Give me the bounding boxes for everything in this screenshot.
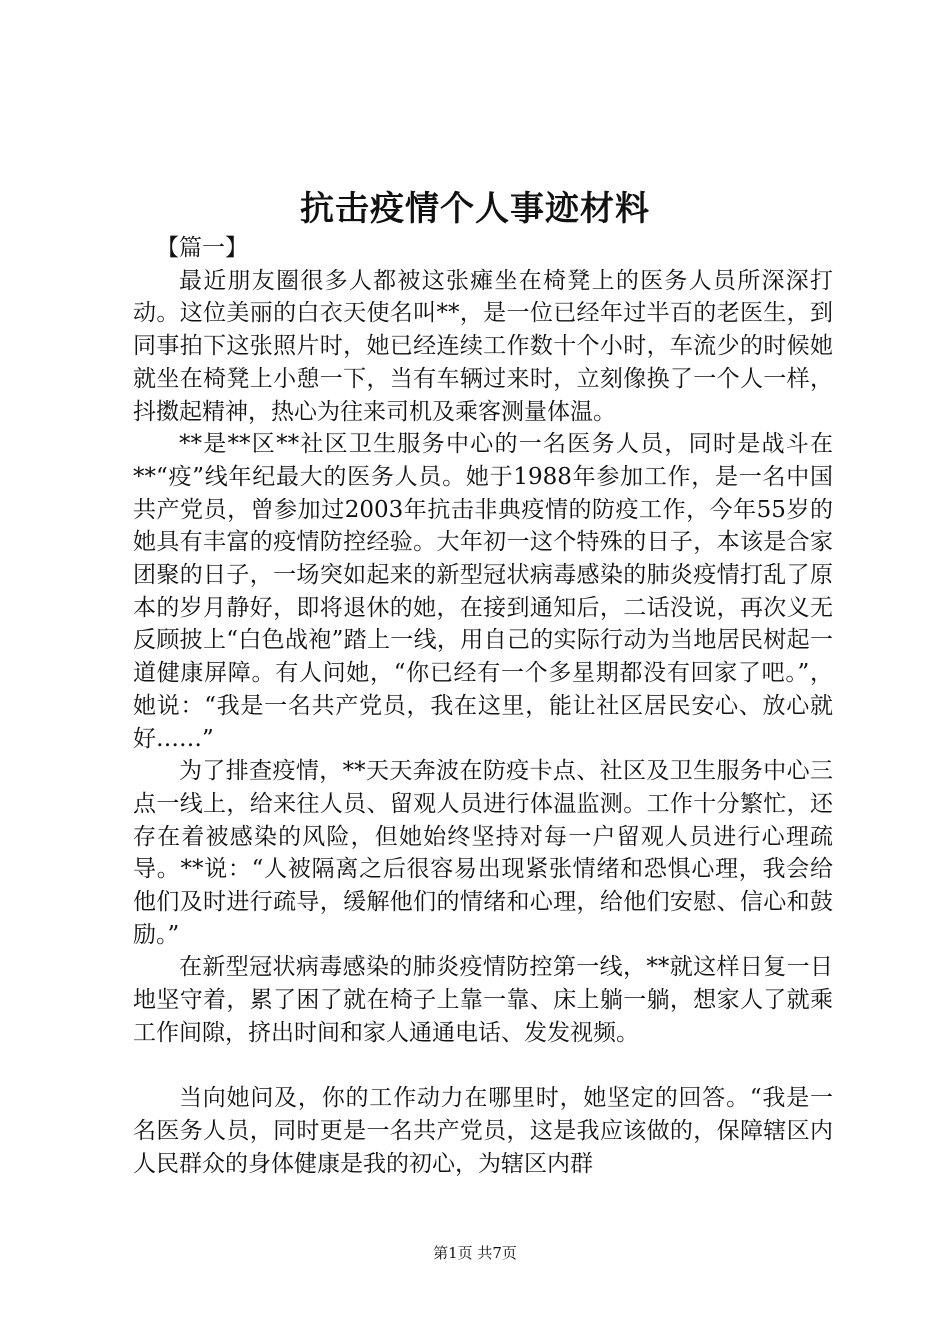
document-title: 抗击疫情个人事迹材料 [300, 189, 650, 229]
paragraph: 为了排查疫情，**天天奔波在防疫卡点、社区及卫生服务中心三点一线上，给来往人员、留观人员进行体温监测。工作十分繁忙，还存在着被感染的风险，但她始终坚持对每一户留观人员进行心理疏导。**说：“人被隔离之后很容易出现紧张情绪和恐惧心理，我会给他们及时进行疏导，缓解他们的情绪和心理，给他们安慰、信心和鼓励。” [133, 758, 833, 948]
document-body [133, 232, 833, 1180]
paragraph: 最近朋友圈很多人都被这张瘫坐在椅凳上的医务人员所深深打动。这位美丽的白衣天使名叫**，是一位已经年过半百的老医生，到同事拍下这张照片时，她已经连续工作数十个小时，车流少的时候她就坐在椅凳上小憩一下，当有车辆过来时，立刻像换了一个人一样，抖擞起精神，热心为往来司机及乘客测量体温。 [133, 267, 833, 425]
paragraph: **是**区**社区卫生服务中心的一名医务人员，同时是战斗在**“疫”线年纪最大的医务人员。她于1988年参加工作，是一名中国共产党员，曾参加过2003年抗击非典疫情的防疫工作，今年55岁的她具有丰富的疫情防控经验。大年初一这个特殊的日子，本该是合家团聚的日子，一场突如起来的新型冠状病毒感染的肺炎疫情打乱了原本的岁月静好，即将退休的她，在接到通知后，二话没说，再次义无反顾披上“白色战袍”踏上一线，用自己的实际行动为当地居民树起一道健康屏障。有人问她，“你已经有一个多星期都没有回家了吧。”，她说：“我是一名共产党员，我在这里，能让社区居民安心、放心就好……” [133, 431, 833, 752]
section-heading: 【篇一】 [156, 235, 248, 261]
page-number-footer: 第1页 共7页 [433, 1244, 517, 1262]
paragraph: 在新型冠状病毒感染的肺炎疫情防控第一线，**就这样日复一日地坚守着，累了困了就在椅子上靠一靠、床上躺一躺，想家人了就乘工作间隙，挤出时间和家人通通电话、发发视频。 [133, 954, 833, 1046]
paragraph: 当向她问及，你的工作动力在哪里时，她坚定的回答。“我是一名医务人员，同时更是一名共产党员，这是我应该做的，保障辖区内人民群众的身体健康是我的初心，为辖区内群 [133, 1085, 833, 1177]
